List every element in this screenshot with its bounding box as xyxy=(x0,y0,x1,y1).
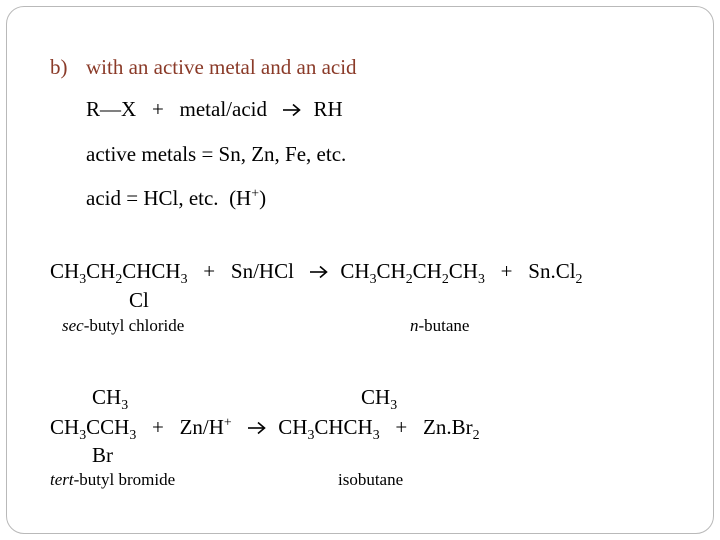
formula-subscript: 2 xyxy=(472,426,480,442)
reaction2-product xyxy=(278,415,380,442)
formula-subscript: 2 xyxy=(405,270,413,286)
reaction2-product-name: isobutane xyxy=(338,470,404,489)
formula-subscript: 3 xyxy=(477,270,485,286)
reaction2-byproduct xyxy=(423,415,480,442)
name-rest: -butane xyxy=(418,316,470,335)
formula-part: CCH xyxy=(86,415,130,439)
active-metals-line: active metals = Sn, Zn, Fe, etc. xyxy=(86,142,347,166)
formula-subscript: 3 xyxy=(79,426,87,442)
reaction2-equation xyxy=(50,415,480,440)
formula-subscript: 2 xyxy=(441,270,449,286)
formula-part: CH xyxy=(448,259,478,283)
general-product: RH xyxy=(313,97,343,121)
formula-part: CH xyxy=(361,385,391,409)
formula-subscript: 3 xyxy=(129,426,137,442)
reaction1-plus: + xyxy=(203,259,216,283)
acid-text: acid = HCl, etc. xyxy=(86,186,219,210)
reaction2-plus: + xyxy=(152,415,164,439)
acid-line xyxy=(86,186,266,211)
right-arrow-icon xyxy=(309,265,329,279)
formula-part: CH xyxy=(412,259,442,283)
formula-subscript: 3 xyxy=(372,426,380,442)
formula-subscript: 3 xyxy=(390,396,398,412)
acid-paren-open: (H xyxy=(229,186,252,210)
formula-part: CH xyxy=(92,385,122,409)
general-reaction xyxy=(86,97,343,122)
reaction1-product xyxy=(340,259,485,286)
formula-part: CH xyxy=(86,259,116,283)
heading-text: with an active metal and an acid xyxy=(86,55,357,79)
reaction1-reactant-name xyxy=(62,316,184,336)
reaction2-product-top xyxy=(361,385,397,410)
reagent-text: Zn/H xyxy=(179,415,224,439)
formula-part: CH xyxy=(50,259,80,283)
formula-subscript: 3 xyxy=(369,270,377,286)
general-plus: + xyxy=(151,97,164,121)
formula-part: CHCH xyxy=(122,259,181,283)
formula-subscript: 3 xyxy=(121,396,129,412)
reaction2-reactant xyxy=(50,415,137,442)
formula-part: CH xyxy=(50,415,80,439)
acid-charge: + xyxy=(251,185,260,201)
reaction1-product-name xyxy=(410,316,469,336)
reaction1-plus-2: + xyxy=(500,259,513,283)
reaction2-plus-2: + xyxy=(395,415,408,439)
name-prefix: n xyxy=(410,316,419,335)
general-reagent: metal/acid xyxy=(179,97,267,121)
reaction2-reactant-name xyxy=(50,470,175,490)
formula-part: CHCH xyxy=(314,415,373,439)
formula-part: Zn.Br xyxy=(423,415,473,439)
list-marker: b) xyxy=(50,55,68,79)
general-reactant: R—X xyxy=(86,97,137,121)
formula-subscript: 3 xyxy=(180,270,188,286)
right-arrow-icon xyxy=(247,421,267,435)
formula-subscript: 3 xyxy=(79,270,87,286)
formula-subscript: 2 xyxy=(115,270,123,286)
acid-paren-close: ) xyxy=(259,186,267,210)
name-rest: -butyl chloride xyxy=(83,316,185,335)
formula-subscript: 3 xyxy=(307,426,315,442)
name-rest: -butyl bromide xyxy=(73,470,176,489)
reaction2-substituent: Br xyxy=(92,443,113,467)
reaction1-substituent: Cl xyxy=(129,288,149,312)
name-prefix: sec xyxy=(62,316,84,335)
reaction1-byproduct xyxy=(528,259,583,286)
reaction2-reactant-top xyxy=(92,385,128,410)
formula-part: CH xyxy=(340,259,370,283)
formula-part: CH xyxy=(278,415,308,439)
formula-part: Sn.Cl xyxy=(528,259,576,283)
reaction2-reagent xyxy=(180,415,232,439)
name-prefix: tert xyxy=(50,470,74,489)
slide-heading xyxy=(50,55,357,80)
formula-subscript: 2 xyxy=(575,270,583,286)
reaction1-reactant xyxy=(50,259,188,286)
right-arrow-icon xyxy=(282,103,302,117)
reaction1-reagent: Sn/HCl xyxy=(230,259,294,283)
reaction1-equation xyxy=(50,259,582,284)
formula-part: CH xyxy=(376,259,406,283)
reagent-charge: + xyxy=(223,414,232,430)
